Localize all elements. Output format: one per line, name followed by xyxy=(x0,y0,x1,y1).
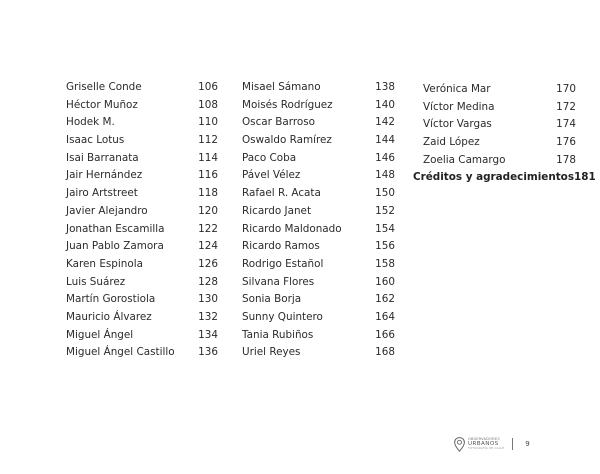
index-entry xyxy=(242,150,395,168)
entry-name: Karen Espinola xyxy=(66,257,143,270)
entry-page-number: 114 xyxy=(198,151,218,164)
entry-name: Javier Alejandro xyxy=(66,204,148,217)
entry-name: Silvana Flores xyxy=(242,275,315,288)
entry-name: Jair Hernández xyxy=(66,169,143,182)
index-entry xyxy=(66,79,218,97)
index-entry xyxy=(242,256,395,274)
index-entry xyxy=(66,185,218,203)
entry-name: Griselle Conde xyxy=(66,81,142,93)
page-number: 9 xyxy=(525,440,530,448)
entry-page-number: 136 xyxy=(198,346,218,359)
entry-name: Pável Vélez xyxy=(242,169,301,182)
entry-page-number: 164 xyxy=(375,310,395,323)
entry-page-number: 166 xyxy=(375,328,395,341)
entry-page-number: 178 xyxy=(556,153,576,166)
entry-name: Uriel Reyes xyxy=(242,346,301,359)
entry-name: Oswaldo Ramírez xyxy=(242,134,332,147)
index-column-1 xyxy=(66,79,218,362)
index-entry xyxy=(242,274,395,292)
entry-name: Rodrigo Estañol xyxy=(242,257,324,270)
index-column-3 xyxy=(413,81,596,187)
entry-page-number: 148 xyxy=(375,169,395,182)
index-entry xyxy=(413,99,576,117)
index-entry xyxy=(66,327,218,345)
entry-name: Mauricio Álvarez xyxy=(66,310,152,323)
entry-name: Tania Rubiños xyxy=(242,328,314,341)
entry-page-number: 110 xyxy=(198,116,218,129)
entry-page-number: 132 xyxy=(198,310,218,323)
entry-name: Víctor Vargas xyxy=(423,118,492,131)
footer-divider xyxy=(512,438,513,450)
index-entry xyxy=(242,167,395,185)
index-entry xyxy=(66,114,218,132)
entry-name: Juan Pablo Zamora xyxy=(66,240,164,253)
location-pin-camera-icon xyxy=(454,437,465,452)
index-entry xyxy=(242,97,395,115)
entry-name: Misael Sámano xyxy=(242,81,321,93)
index-entry xyxy=(66,167,218,185)
entry-page-number: 140 xyxy=(375,98,395,111)
entry-name: Isaac Lotus xyxy=(66,134,125,147)
entry-name: Víctor Medina xyxy=(423,100,495,113)
index-entry xyxy=(413,134,576,152)
entry-page-number: 156 xyxy=(375,240,395,253)
index-entry xyxy=(413,152,576,170)
entry-name: Paco Coba xyxy=(242,151,297,164)
index-entry xyxy=(66,291,218,309)
entry-name: Martín Gorostiola xyxy=(66,293,156,306)
entry-page-number: 174 xyxy=(556,118,576,131)
index-entry xyxy=(66,344,218,362)
entry-page-number: 116 xyxy=(198,169,218,182)
entry-name: Luis Suárez xyxy=(66,275,126,288)
index-entry xyxy=(242,132,395,150)
entry-page-number: 168 xyxy=(375,346,395,359)
index-entry xyxy=(242,221,395,239)
entry-page-number: 106 xyxy=(198,81,218,93)
index-entry xyxy=(413,116,576,134)
entry-name: Miguel Ángel Castillo xyxy=(66,346,175,359)
entry-name: Jonathan Escamilla xyxy=(66,222,165,235)
index-entry xyxy=(242,185,395,203)
entry-name: Ricardo Maldonado xyxy=(242,222,342,235)
entry-name: Miguel Ángel xyxy=(66,328,134,341)
entry-name: Jairo Artstreet xyxy=(66,187,138,200)
entry-name: Ricardo Ramos xyxy=(242,240,320,253)
index-entry xyxy=(242,79,395,97)
index-column-2 xyxy=(242,79,395,362)
entry-name: Verónica Mar xyxy=(423,83,491,95)
entry-page-number: 152 xyxy=(375,204,395,217)
entry-page-number: 172 xyxy=(556,100,576,113)
entry-name: Moisés Rodríguez xyxy=(242,98,333,111)
index-entry xyxy=(66,150,218,168)
entry-page-number: 146 xyxy=(375,151,395,164)
index-entry xyxy=(242,327,395,345)
index-entry xyxy=(242,309,395,327)
logo-sub-text: FOTOGRAFÍA DE CALLE xyxy=(468,446,505,451)
logo-top-text: OBSERVADORES xyxy=(468,437,500,441)
publisher-logo xyxy=(454,437,504,452)
index-entry xyxy=(66,132,218,150)
logo-main-text: URBANOS xyxy=(468,440,499,447)
index-entry xyxy=(66,97,218,115)
entry-page-number: 122 xyxy=(198,222,218,235)
entry-page-number: 130 xyxy=(198,293,218,306)
index-entry xyxy=(242,291,395,309)
index-entry xyxy=(66,274,218,292)
index-entry xyxy=(242,114,395,132)
entry-page-number: 144 xyxy=(375,134,395,147)
entry-page-number: 138 xyxy=(375,81,395,93)
entry-page-number: 120 xyxy=(198,204,218,217)
entry-name: Héctor Muñoz xyxy=(66,98,138,111)
entry-page-number: 160 xyxy=(375,275,395,288)
entry-page-number: 142 xyxy=(375,116,395,129)
entry-name: Zoelia Camargo xyxy=(423,153,506,166)
entry-name: Zaid López xyxy=(423,136,480,149)
entry-page-number: 124 xyxy=(198,240,218,253)
entry-name: Oscar Barroso xyxy=(242,116,316,129)
entry-page-number: 134 xyxy=(198,328,218,341)
entry-page-number: 181 xyxy=(574,171,596,184)
index-entry xyxy=(66,203,218,221)
entry-page-number: 112 xyxy=(198,134,218,147)
entry-page-number: 162 xyxy=(375,293,395,306)
entry-page-number: 154 xyxy=(375,222,395,235)
index-entry xyxy=(242,238,395,256)
entry-page-number: 126 xyxy=(198,257,218,270)
entry-page-number: 118 xyxy=(198,187,218,200)
entry-name: Hodek M. xyxy=(66,116,115,129)
index-entry xyxy=(242,344,395,362)
entry-page-number: 128 xyxy=(198,275,218,288)
entry-name: Créditos y agradecimientos xyxy=(413,171,575,184)
entry-page-number: 176 xyxy=(556,136,576,149)
index-entry xyxy=(66,238,218,256)
entry-name: Sunny Quintero xyxy=(242,310,323,323)
entry-name: Ricardo Janet xyxy=(242,204,312,217)
entry-name: Isai Barranata xyxy=(66,151,139,164)
page-footer xyxy=(454,434,530,454)
entry-page-number: 108 xyxy=(198,98,218,111)
logo-text xyxy=(468,438,504,450)
index-entry xyxy=(66,309,218,327)
index-entry xyxy=(242,203,395,221)
index-entry xyxy=(413,81,576,99)
entry-page-number: 170 xyxy=(556,83,576,95)
entry-page-number: 150 xyxy=(375,187,395,200)
credits-entry xyxy=(413,169,596,187)
index-entry xyxy=(66,221,218,239)
entry-page-number: 158 xyxy=(375,257,395,270)
index-entry xyxy=(66,256,218,274)
entry-name: Rafael R. Acata xyxy=(242,187,321,200)
entry-name: Sonia Borja xyxy=(242,293,302,306)
